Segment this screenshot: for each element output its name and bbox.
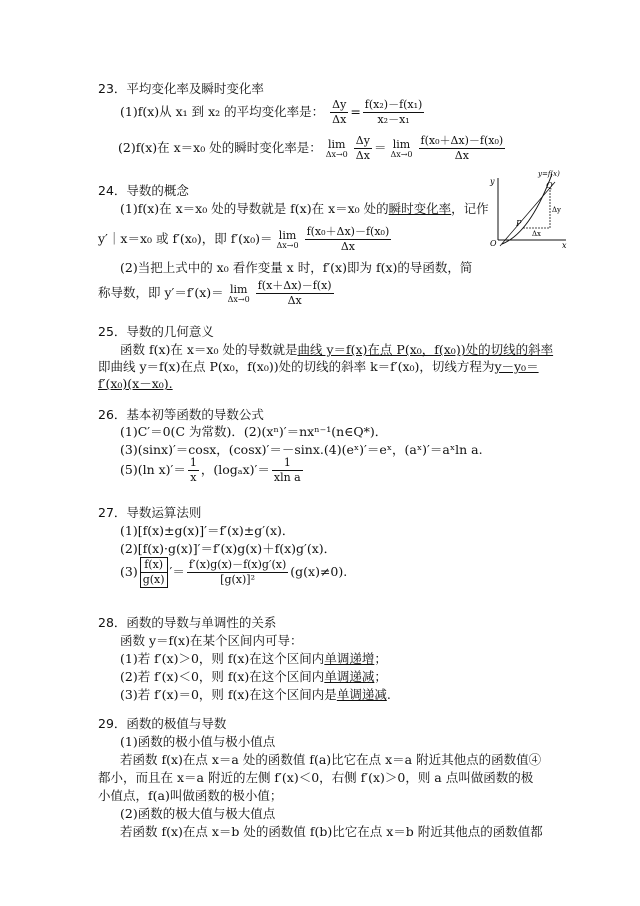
s26-line1: (1)C′＝0(C 为常数)．(2)(xⁿ)′＝nxⁿ⁻¹(n∈Q*)．: [120, 424, 388, 439]
denominator: Δx: [287, 294, 302, 307]
s29-line1: (1)函数的极小值与极小值点: [120, 734, 276, 749]
fraction: [354, 134, 372, 163]
fx-label: y=f(x): [538, 170, 560, 178]
q-label: Q: [546, 181, 553, 190]
fraction: [187, 558, 288, 587]
text: (1)f(x)从 x₁ 到 x₂ 的平均变化率是：: [120, 104, 325, 119]
lim: lim: [328, 137, 346, 151]
dy-label: Δy: [552, 206, 562, 214]
denominator: Δx: [332, 113, 347, 126]
section-27-title: 27．导数运算法则: [98, 505, 202, 520]
s27-line3: [120, 557, 347, 588]
s29-line4: 小值点，f(a)叫做函数的极小值；: [98, 788, 283, 803]
section-24-title: 24．导数的概念: [98, 183, 189, 198]
numerator: 1: [272, 456, 303, 471]
text: ′＝: [169, 564, 185, 579]
denominator: x: [190, 471, 197, 484]
s23-line1: [120, 98, 426, 127]
fraction: [188, 456, 199, 485]
numerator: Δy: [355, 134, 370, 147]
underlined-text: 单调递减: [324, 669, 375, 684]
fraction: [363, 98, 425, 127]
denominator: Δx: [454, 149, 469, 162]
s29-line2: 若函数 f(x)在点 x＝a 处的函数值 f(a)比它在点 x＝a 附近其他点的函数值④: [120, 752, 542, 767]
denominator: Δx: [355, 149, 370, 162]
s27-line2: (2)[f(x)·g(x)]′＝f′(x)g(x)＋f(x)g′(x)．: [120, 541, 337, 556]
section-26-title: 26．基本初等函数的导数公式: [98, 407, 264, 422]
underlined-text: y－y₀＝: [494, 359, 539, 374]
lim: lim: [392, 137, 411, 151]
text: (1)f(x)在 x＝x₀ 处的导数就是 f(x)在 x＝x₀ 处的: [120, 201, 389, 216]
numerator: f(x₂)－f(x₁): [364, 98, 423, 111]
lim-sub: Δx→0: [390, 149, 413, 159]
numerator: Δy: [332, 98, 347, 111]
s25-line3: f′(x₀)(x－x₀).: [98, 376, 173, 391]
underlined-text: 单调递增: [324, 651, 375, 666]
denominator: xln a: [273, 471, 301, 484]
text: (2)若 f′(x)＜0，则 f(x)在这个区间内: [120, 669, 325, 684]
derivative-figure: [480, 168, 570, 248]
secant-line: [500, 182, 555, 246]
origin-label: O: [490, 239, 497, 248]
p-label: P: [516, 219, 522, 228]
denominator: g(x): [142, 573, 165, 586]
s26-line3: [120, 456, 305, 485]
denominator: x₂－x₁: [377, 113, 410, 126]
numerator: 1: [189, 456, 197, 469]
text: ，(logₐx)′＝: [200, 462, 270, 477]
s25-line2: [98, 357, 539, 375]
s28-line3: (2)若 f′(x)＜0，则 f(x)在这个区间内单调递减；: [120, 669, 387, 684]
s25-line1: [120, 340, 553, 358]
lim-sub: Δx→0: [325, 149, 348, 159]
s28-line4: (3)若 f′(x)＝0，则 f(x)在这个区间内是单调递减.: [120, 687, 391, 702]
text: 即曲线 y＝f(x)在点 P(x₀，f(x₀))处的切线的斜率 k＝f′(x₀)，切线方程为: [98, 359, 495, 374]
text: y′｜x＝x₀ 或 f′(x₀)，即 f′(x₀)＝: [98, 231, 273, 246]
text: (3)若 f′(x)＝0，则 f(x)在这个区间内是: [120, 687, 337, 702]
x-label: x: [562, 241, 567, 248]
lim-sub: Δx→0: [276, 240, 299, 250]
s24-line3: (2)当把上式中的 x₀ 看作变量 x 时，f′(x)即为 f(x)的导函数，简: [120, 260, 473, 275]
fraction: [330, 98, 348, 127]
text: 函数 f(x)在 x＝x₀ 处的导数就是: [120, 342, 298, 357]
equals: =: [350, 104, 361, 119]
section-25-title: 25．导数的几何意义: [98, 324, 214, 339]
numerator: f(x₀＋Δx)－f(x₀): [306, 225, 390, 238]
curve: [502, 174, 552, 244]
numerator: f(x): [141, 558, 167, 573]
section-23-title: 23．平均变化率及瞬时变化率: [98, 81, 264, 96]
denominator: Δx: [340, 240, 355, 253]
fraction: [256, 279, 334, 308]
numerator: f′(x)g(x)－f(x)g′(x): [188, 558, 287, 571]
section-29-title: 29．函数的极值与导数: [98, 716, 227, 731]
s27-line1: (1)[f(x)±g(x)]′＝f′(x)±g′(x)．: [120, 523, 295, 538]
s26-line2: (3)(sinx)′＝cosx，(cosx)′＝－sinx.(4)(eˣ)′＝eˣ，(aˣ)′＝aˣln a.: [120, 442, 483, 457]
s28-line2: (1)若 f′(x)＞0，则 f(x)在这个区间内单调递增；: [120, 651, 387, 666]
s29-line6: 若函数 f(x)在点 x＝b 处的函数值 f(b)比它在点 x＝b 附近其他点的函数值都: [120, 824, 543, 839]
numerator: f(x₀＋Δx)－f(x₀): [420, 134, 504, 147]
lim-sub: Δx→0: [227, 294, 250, 304]
s24-line1: [120, 199, 489, 217]
section-28-title: 28．函数的导数与单调性的关系: [98, 615, 277, 630]
s29-line3: 都小，而且在 x＝a 附近的左侧 f′(x)＜0，右侧 f′(x)＞0，则 a 点叫做函数的极: [98, 770, 534, 785]
underlined-text: 瞬时变化率: [388, 201, 452, 216]
s29-line5: (2)函数的极大值与极大值点: [120, 806, 276, 821]
text: (g(x)≠0).: [290, 564, 348, 579]
dx-label: Δx: [532, 230, 542, 238]
text: ，记作: [451, 201, 489, 216]
s23-line2: [118, 134, 507, 163]
lim: lim: [278, 228, 297, 242]
text: 称导数，即 y′＝f′(x)＝: [98, 285, 224, 300]
limit: [228, 284, 250, 304]
text: (2)f(x)在 x＝x₀ 处的瞬时变化率是：: [118, 140, 322, 155]
limit: [326, 139, 348, 159]
equals: ＝: [373, 140, 387, 155]
fraction: [419, 134, 506, 163]
bracket-fraction: [140, 557, 168, 588]
text: (5)(ln x)′＝: [120, 462, 186, 477]
s28-line1: 函数 y＝f(x)在某个区间内可导：: [120, 633, 303, 648]
text: (3): [120, 564, 138, 579]
limit: [390, 139, 412, 159]
denominator: [g(x)]²: [220, 573, 255, 586]
limit: [276, 230, 298, 250]
underlined-text: 单调递减: [336, 687, 387, 702]
numerator: f(x＋Δx)－f(x): [257, 279, 332, 292]
lim: lim: [229, 282, 248, 296]
fraction: [272, 456, 303, 485]
underlined-text: 曲线 y＝f(x)在点 P(x₀，f(x₀))处的切线的斜率: [297, 342, 554, 357]
s24-line4: [98, 279, 336, 308]
y-label: y: [490, 177, 495, 186]
s24-line2: [98, 225, 393, 254]
text: (1)若 f′(x)＞0，则 f(x)在这个区间内: [120, 651, 325, 666]
fraction: [305, 225, 392, 254]
